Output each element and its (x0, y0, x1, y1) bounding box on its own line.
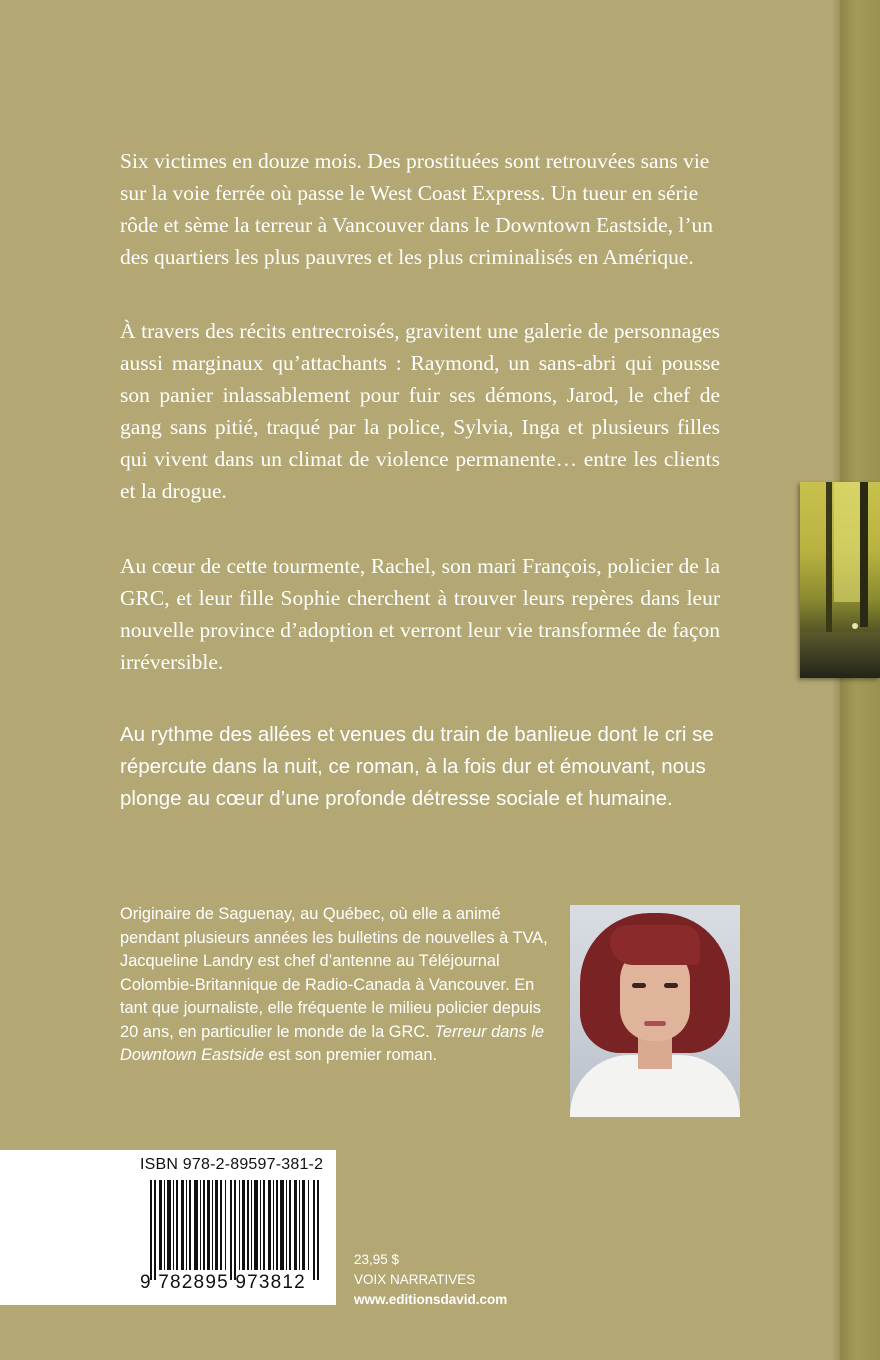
author-portrait (570, 905, 740, 1117)
author-bio-text: Originaire de Saguenay, au Québec, où elle a animé pendant plusieurs années les bulletins de nouvelles à TVA, Jacqueline Landry est chef d’antenne au Téléjournal Colombie-Britannique de Radio-Canada à Vancouver. En tant que journaliste, elle fréquente le milieu policier depuis 20 ans, en particulier le monde de la GRC. (120, 905, 548, 1041)
spine-strip (840, 0, 880, 1360)
synopsis-paragraph-2: À travers des récits entrecroisés, gravitent une galerie de personnages aussi marginaux qu’attachants : Raymond, un sans-abri qui pousse son panier inlassablement pour fuir ses démons, Jarod, le chef de gang sans pitié, traqué par la police, Sylvia, Inga et plusieurs filles qui vivent dans un climat de violence permanente… entre les clients et la drogue. (120, 319, 720, 503)
tagline: Au rythme des allées et venues du train de banlieue dont le cri se répercute dans la nuit, ce roman, à la fois dur et émouvant, nous plonge au cœur d’une profonde détresse sociale et humaine. (120, 723, 714, 810)
collection-name: VOIX NARRATIVES (354, 1272, 476, 1287)
spine-photo (800, 482, 880, 678)
barcode-digits: 9 782895 973812 (140, 1272, 306, 1293)
synopsis-paragraph-1: Six victimes en douze mois. Des prostituées sont retrouvées sans vie sur la voie ferrée où passe le West Coast Express. Un tueur en série rôde et sème la terreur à Vancouver dans le Downtown Eastside, l’un des quartiers les plus pauvres et les plus criminalisés en Amérique. (120, 149, 714, 269)
author-bio (120, 903, 552, 1068)
publisher-info (354, 1250, 507, 1310)
price: 23,95 $ (354, 1252, 400, 1267)
isbn-label: ISBN 978-2-89597-381-2 (140, 1156, 324, 1173)
barcode-panel (0, 1150, 336, 1305)
publisher-website: www.editionsdavid.com (354, 1292, 508, 1307)
book-title-italic: Terreur dans le Downtown Eastside (120, 1022, 544, 1064)
synopsis-paragraph-3: Au cœur de cette tourmente, Rachel, son mari François, policier de la GRC, et leur fille Sophie cherchent à trouver leurs repères dans leur nouvelle province d’adoption et verront leur vie transformée de façon irréversible. (120, 554, 720, 674)
barcode-bars (150, 1180, 320, 1280)
author-bio-suffix: est son premier roman. (263, 1046, 438, 1064)
